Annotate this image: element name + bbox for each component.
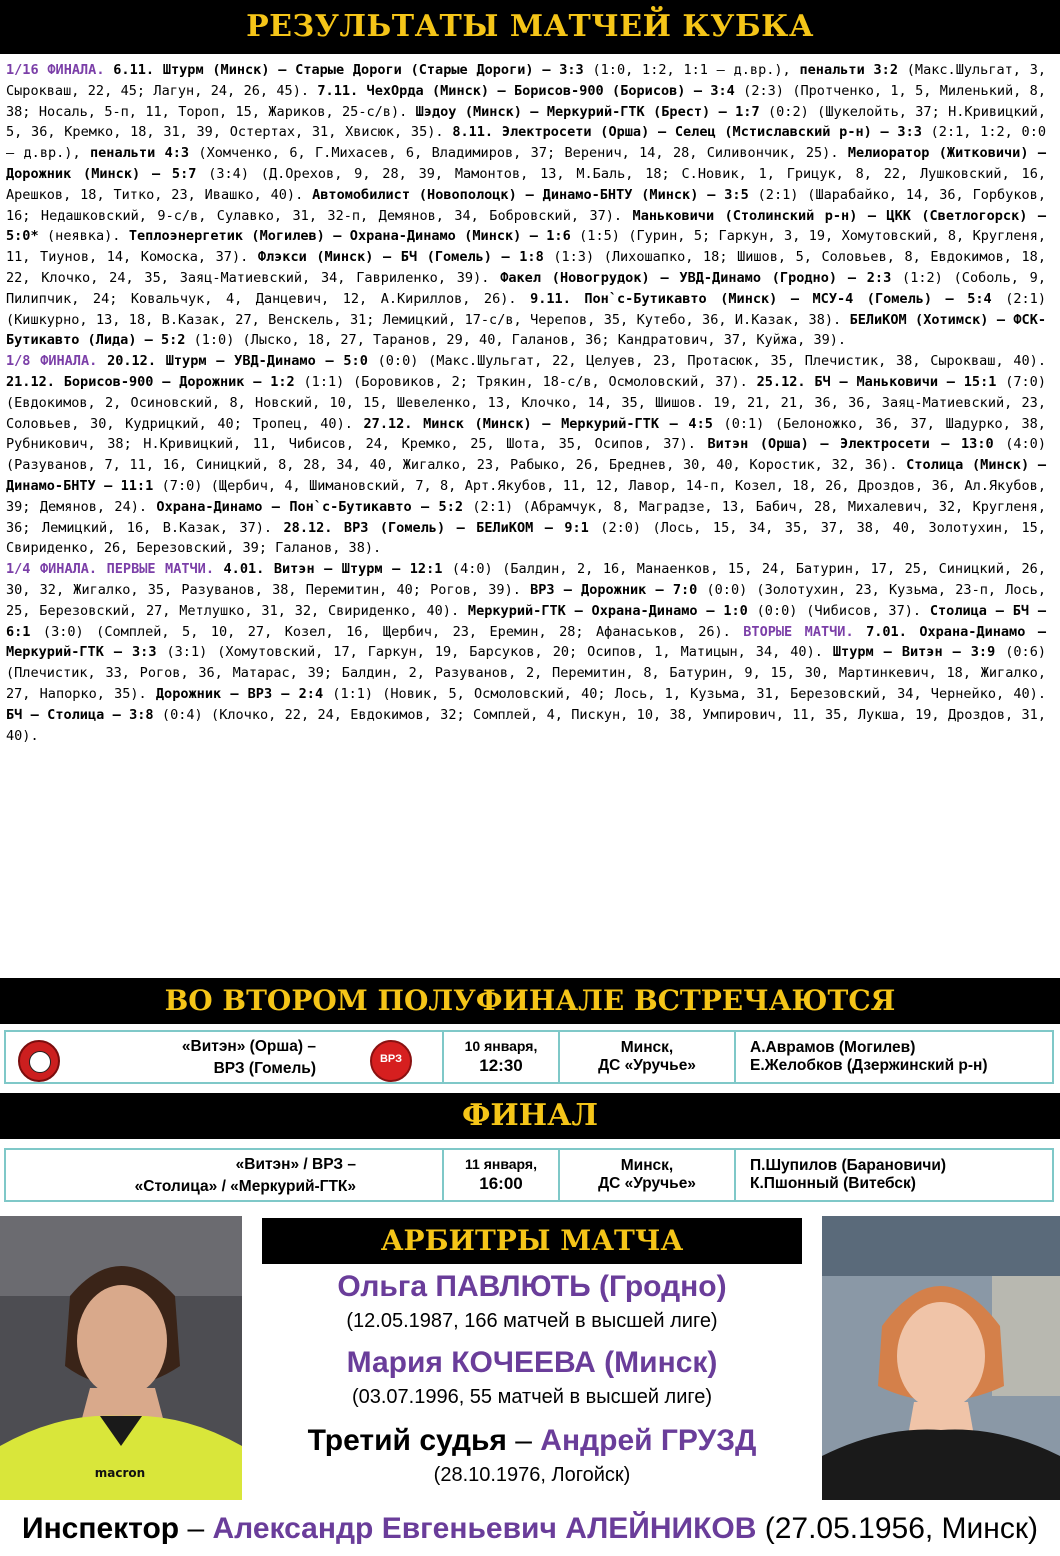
teams	[26, 1154, 356, 1198]
match-result: Охрана-Динамо – Пон`с-Бутикавто – 5:2	[156, 498, 464, 515]
referee-photo-right	[822, 1216, 1060, 1500]
round-of-32-content	[6, 62, 1046, 348]
match-date: 10 января,	[464, 1038, 538, 1054]
referee-2: Е.Желобков (Дзержинский р-н)	[750, 1057, 988, 1074]
match-details: (3:0) (Сомплей, 5, 10, 27, Козел, 16, Щербич, 23, Еремин, 28; Афанаськов, 26).	[30, 623, 744, 640]
third-referee-name: Андрей ГРУЗД	[540, 1424, 757, 1457]
match-details: (0:0) (Макс.Шульгат, 22, Целуев, 23, Протасюк, 35, Плечистик, 38, Сырокваш, 40).	[367, 353, 1046, 370]
match-result: Витэн (Орша) – Электросети – 13:0	[707, 436, 994, 453]
match-result: 27.12. Минск (Минск) – Меркурий-ГТК – 4:5	[363, 415, 713, 432]
venue-cell	[560, 1150, 736, 1200]
third-referee-info: (28.10.1976, Логойск)	[433, 1464, 631, 1486]
venue-city: Минск,	[620, 1039, 674, 1056]
match-result: 21.12. Борисов-900 – Дорожник – 1:2	[6, 373, 295, 390]
referee-2: К.Пшонный (Витебск)	[750, 1175, 916, 1192]
match-details: (2:3) (Протченко, 1, 5, Миленький, 8, 38; Носаль, 5-п, 11, Тороп, 15, Жариков, 25-с/в).	[6, 82, 1046, 120]
teams	[76, 1036, 316, 1080]
third-referee-label: Третий судья	[307, 1424, 507, 1457]
third-referee-line	[262, 1424, 802, 1458]
team-line-1: «Витэн» (Орша) –	[181, 1038, 316, 1055]
match-details: (3:1) (Хомутовский, 17, Гаркун, 19, Барсуков, 20; Осипов, 1, Матицын, 34, 40).	[156, 644, 833, 661]
match-details: (0:4) (Клочко, 22, 24, Евдокимов, 32; Сомплей, 4, Пискун, 10, 38, Умпирович, 11, 35, Лукша, 19, Дроздов, 31, 40).	[6, 706, 1046, 744]
referees-title: АРБИТРЫ МАТЧА	[262, 1218, 802, 1264]
venue-city: Минск,	[620, 1157, 674, 1174]
referee-1: П.Шупилов (Барановичи)	[750, 1157, 947, 1174]
match-details: (2:1, 1:2, 0:0 – д.вр.),	[6, 124, 1047, 162]
match-details: (0:2) (Шукелойть, 37; Н.Кривицкий, 5, 36, Кремко, 18, 31, 39, Остертах, 31, Хвисюк, 35).	[6, 103, 1046, 141]
round-of-16	[6, 351, 1046, 559]
referee-photo-left	[0, 1216, 242, 1500]
match-result: пенальти 4:3	[89, 145, 190, 162]
quarterfinals	[6, 559, 1046, 746]
match-details: (1:5) (Гурин, 5; Гаркун, 3, 19, Хомутовский, 8, Кругленя, 11, Тиунов, 14, Комоска, 37).	[6, 228, 1047, 266]
match-details: (1:0) (Лыско, 18, 27, Таранов, 29, 40, Галанов, 36; Кандратович, 37, Куйжа, 39).	[185, 332, 847, 349]
match-result: Столица (Минск) – Динамо-БНТУ – 11:1	[6, 457, 1046, 494]
match-result: 20.12. Штурм – УВД-Динамо – 5:0	[107, 353, 368, 370]
match-result: Маньковичи (Столинский р-н) – ЦКК (Светлогорск) – 5:0*	[6, 207, 1046, 245]
match-result: 6.11. Штурм (Минск) – Старые Дороги (Старые Дороги) – 3:3	[113, 62, 584, 78]
referees-cell	[736, 1150, 1052, 1200]
referees-cell	[736, 1032, 1052, 1082]
vitsen-logo-icon	[18, 1040, 60, 1082]
match-details: (4:0) (Балдин, 2, 16, Манаенков, 15, 24, Батурин, 17, 25, Синицкий, 26, 30, 32, Жигалко, 35, Разуванов, 38, Перемитин, 40; Рогов, 39).	[6, 561, 1046, 598]
match-details: (2:1) (Шарабайко, 14, 36, Горбуков, 16; Недашковский, 9-с/в, Сулавко, 31, 32-п, Демянов, 34, Бобровский, 37).	[6, 186, 1046, 224]
match-details: (2:1) (Кишкурно, 13, 18, В.Казак, 27, Венскель, 31; Лемицкий, 17-с/в, Черепов, 35, Кутебо, 36, И.Казак, 38).	[6, 290, 1046, 328]
match-time: 12:30	[479, 1056, 523, 1075]
venue-cell	[560, 1032, 736, 1082]
round-of-32	[6, 60, 1046, 351]
venue-arena: ДС «Уручье»	[598, 1057, 696, 1074]
team-line-2: «Столица» / «Меркурий-ГТК»	[134, 1178, 356, 1195]
stage-label: 1/16 ФИНАЛА.	[6, 62, 105, 78]
match-result: Столица – БЧ – 6:1	[6, 602, 1046, 640]
match-details: (Макс.Шульгат, 3, Сырокваш, 22, 45; Лагун, 24, 26, 45).	[6, 62, 1047, 99]
vrz-logo-icon	[370, 1040, 412, 1082]
match-result: Дорожник – ВРЗ – 2:4	[155, 685, 324, 702]
inspector-name: Александр Евгеньевич АЛЕЙНИКОВ	[212, 1512, 757, 1545]
match-result: БЕЛиКОМ (Хотимск) – ФСК-Бутикавто (Лида) – 5:2	[6, 311, 1047, 349]
referee-1-info: (12.05.1987, 166 матчей в высшей лиге)	[346, 1310, 718, 1332]
referee-2-block	[262, 1346, 802, 1409]
team-line-2: ВРЗ (Гомель)	[213, 1060, 316, 1077]
match-result: 8.11. Электросети (Орша) – Селец (Мстиславский р-н) – 3:3	[452, 124, 922, 141]
date-cell	[444, 1150, 560, 1200]
semifinal-title: ВО ВТОРОМ ПОЛУФИНАЛЕ ВСТРЕЧАЮТСЯ	[0, 978, 1060, 1024]
referee-2-info: (03.07.1996, 55 матчей в высшей лиге)	[351, 1386, 713, 1408]
referee-1: А.Аврамов (Могилев)	[750, 1039, 916, 1056]
referee-1-name: Ольга ПАВЛЮТЬ (Гродно)	[337, 1270, 727, 1303]
match-details: (неявка).	[38, 228, 129, 245]
round-of-16-content	[6, 353, 1046, 556]
stage-label: 1/4 ФИНАЛА. ПЕРВЫЕ МАТЧИ.	[6, 561, 214, 578]
match-details: (7:0) (Щербич, 4, Шимановский, 7, 8, Арт.Якубов, 11, 12, Лавор, 14-п, Козел, 18, 26, Дроздов, 36, Ал.Якубов, 39; Демянов, 24).	[6, 477, 1046, 515]
match-details: (0:0) (Золотухин, 23, Кузьма, 23-п, Лось, 25, Березовский, 27, Метлушко, 31, 32, Свириденко, 40).	[6, 581, 1046, 619]
match-result: Меркурий-ГТК – Охрана-Динамо – 1:0	[467, 602, 748, 619]
match-result: Теплоэнергетик (Могилев) – Охрана-Динамо (Минск) – 1:6	[128, 228, 571, 245]
match-details: (2:1) (Абрамчук, 8, Маградзе, 13, Бабич, 28, Михалевич, 32, Кругленя, 36; Лемицкий, 16, В.Казак, 37).	[6, 498, 1046, 536]
match-details: (0:6) (Плечистик, 33, Рогов, 36, Матарас, 39; Балдин, 2, Разуванов, 2, Перемитин, 8, Батурин, 9, 15, 30, Мартинкевич, 18, Жигалко, 27, Напорко, 35).	[6, 644, 1047, 702]
vrz-logo-text: ВРЗ	[379, 1053, 403, 1065]
stage-label-second: ВТОРЫЕ МАТЧИ.	[743, 623, 854, 640]
match-details: (1:3) (Лихошапко, 18; Шишов, 5, Соловьев, 8, Евдокимов, 18, 22, Клочко, 24, 35, Заяц-Матиевский, 34, Гавриленко, 39).	[6, 249, 1046, 286]
venue-arena: ДС «Уручье»	[598, 1175, 696, 1192]
match-result: БЧ – Столица – 3:8	[6, 706, 154, 723]
match-date: 11 января,	[465, 1156, 537, 1172]
inspector-info: (27.05.1956, Минск)	[756, 1512, 1038, 1545]
results-text	[6, 60, 1046, 746]
match-result: Факел (Новогрудок) – УВД-Динамо (Гродно) – 2:3	[500, 269, 892, 286]
match-details: (0:1) (Белоножко, 36, 37, Шадурко, 38, Рубникович, 38; Н.Кривицкий, 11, Чибисов, 24, Кремко, 25, Шота, 35, Осипов, 37).	[6, 415, 1046, 453]
match-details: (7:0) (Евдокимов, 2, Осиновский, 8, Новский, 10, 15, Шевеленко, 13, Клочко, 14, 35, Шишов. 19, 21, 21, 36, 36, Заяц-Матиевский, 23, Соловьев, 30, Кудрицкий, 40; Тропец, 40).	[6, 373, 1046, 432]
match-result: 9.11. Пон`с-Бутикавто (Минск) – МСУ-4 (Гомель) – 5:4	[530, 290, 992, 307]
third-referee-block	[262, 1424, 802, 1487]
quarterfinals-second-content	[6, 624, 1046, 744]
shirt-brand: macron	[94, 1466, 146, 1480]
final-table	[4, 1148, 1054, 1202]
match-time: 16:00	[479, 1174, 523, 1193]
match-result: пенальти 3:2	[799, 62, 898, 78]
match-result: Флэкси (Минск) – БЧ (Гомель) – 1:8	[257, 249, 544, 266]
teams-cell	[6, 1150, 444, 1200]
match-result: Шэдоу (Минск) – Меркурий-ГТК (Брест) – 1:7	[415, 103, 760, 120]
date-cell	[444, 1032, 560, 1082]
match-details: (0:0) (Чибисов, 37).	[747, 602, 930, 619]
match-details: (4:0) (Разуванов, 7, 11, 16, Синицкий, 8, 28, 34, 40, Жигалко, 23, Рабыко, 26, Бреднев, 30, 40, Коростик, 32, 36).	[6, 436, 1046, 474]
match-details: (1:1) (Боровиков, 2; Трякин, 18-с/в, Осмоловский, 37).	[294, 373, 757, 390]
match-details: (2:0) (Лось, 15, 34, 35, 37, 38, 40, Золотухин, 15, Свириденко, 26, Березовский, 39; Галанов, 38).	[6, 519, 1046, 557]
match-details: (1:0, 1:2, 1:1 – д.вр.),	[583, 62, 800, 78]
third-referee-dash: –	[506, 1424, 541, 1457]
semifinal-table	[4, 1030, 1054, 1084]
match-result: 7.01. Охрана-Динамо – Меркурий-ГТК – 3:3	[6, 623, 1046, 661]
team-line-1: «Витэн» / ВРЗ –	[235, 1156, 356, 1173]
match-result: Мелиоратор (Житковичи) – Дорожник (Минск) – 5:7	[6, 145, 1046, 182]
referee-portrait-icon	[822, 1216, 1060, 1500]
match-result: Автомобилист (Новополоцк) – Динамо-БНТУ (Минск) – 3:5	[312, 186, 749, 203]
stage-label: 1/8 ФИНАЛА.	[6, 353, 98, 370]
inspector-dash: –	[179, 1512, 213, 1545]
match-result: 7.11. ЧехОрда (Минск) – Борисов-900 (Борисов) – 3:4	[317, 82, 735, 99]
match-details: (Хомченко, 6, Г.Михасев, 6, Владимиров, 37; Веренич, 14, 28, Силивончик, 25).	[189, 145, 848, 162]
inspector-label: Инспектор	[22, 1512, 180, 1545]
match-details: (1:2) (Соболь, 9, Пилипчик, 24; Ковальчук, 4, Данцевич, 12, А.Кириллов, 26).	[6, 269, 1046, 307]
match-details: (1:1) (Новик, 5, Осмоловский, 40; Лось, 1, Кузьма, 31, Березовский, 34, Чернейко, 40).	[323, 685, 1046, 702]
match-result: Штурм – Витэн – 3:9	[832, 644, 996, 661]
page-title: РЕЗУЛЬТАТЫ МАТЧЕЙ КУБКА	[0, 0, 1060, 54]
match-details: (3:4) (Д.Орехов, 9, 28, 39, Мамонтов, 13, М.Баль, 18; С.Новик, 1, Грицук, 8, 22, Лушковский, 16, Арешков, 18, Титко, 23, Ивашко, 40).	[6, 165, 1047, 203]
match-result: 25.12. БЧ – Маньковичи – 15:1	[756, 373, 997, 390]
match-result: 4.01. Витэн – Штурм – 12:1	[214, 561, 443, 578]
referee-1-block	[262, 1270, 802, 1333]
match-result: ВРЗ – Дорожник – 7:0	[530, 581, 698, 598]
match-result: 28.12. ВРЗ (Гомель) – БЕЛиКОМ – 9:1	[283, 519, 589, 536]
teams-cell	[6, 1032, 444, 1082]
referee-portrait-icon	[0, 1216, 242, 1500]
final-title: ФИНАЛ	[0, 1093, 1060, 1139]
referee-2-name: Мария КОЧЕЕВА (Минск)	[346, 1346, 718, 1379]
inspector-line	[0, 1512, 1060, 1546]
